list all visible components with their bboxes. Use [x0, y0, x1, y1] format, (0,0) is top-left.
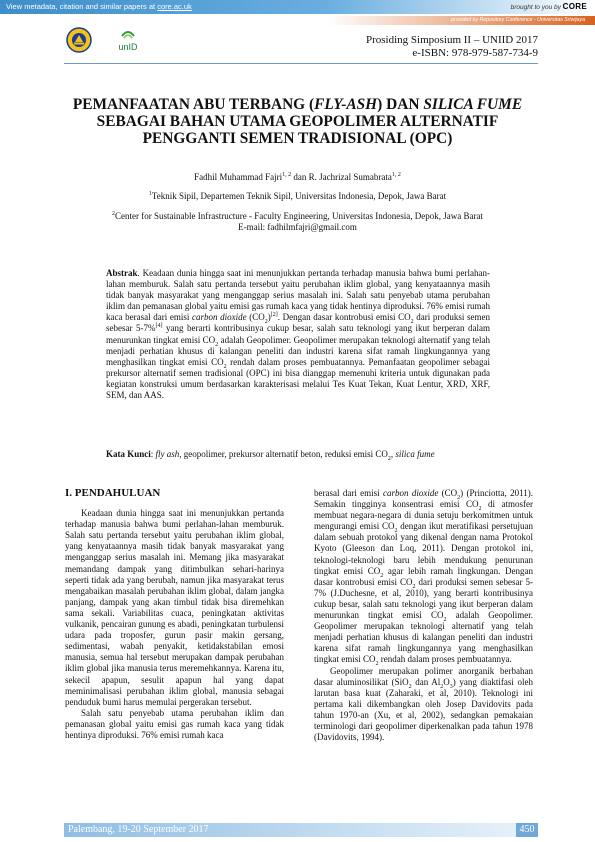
core-banner-text[interactable]: [6, 2, 192, 11]
abstract: Abstrak. Keadaan dunia hingga saat ini menunjukkan pertanda terhadap manusia bahwa bumi perlahan-lahan memburuk. Salah satu pertanda tersebut yaitu perubahan iklim global, yang kenyataannya masih tidak banyak masyarakat yang menganggap serius masalah ini. Salah satu penyebab utama perubahan iklim dan pemanasan global yaitu emisi gas rumah kaca yang tidak hentinya diproduksi. 76% emisi rumah kaca berasal dari emisi carbon dioxide $(CO_2)[2]$. Dengan dasar kontrobusi emisi $CO_2$ dari produksi semen sebesar 5-7%[4] yang berarti kontribusinya cukup besar, salah satu teknologi yang ikut berperan dalam menurunkan tingkat emisi $CO_2$ adalah Geopolimer. Geopolimer merupakan teknologi alternatif yang telah menjadi perhatian khusus di kalangan peneliti dan industri karena sifat ramah lingkungannya yang menghasilkan tingkat emisi $CO_2$ rendah dalam proses pembuatannya. Pemanfaatan geopolimer sebagai prekursor alternatif semen tradisional (OPC) ini bisa dianggap memenuhi kriteria untuk digunakan pada kegiatan konstruksi umum berdasarkan karakterisasi melalui Tes Kuat Tekan, Kuat Lentur, XRD, XRF, SEM, dan AAS.: [106, 268, 491, 401]
author-list: Fadhil Muhammad Fajri$^{1, 2}$ dan R. Jachrizal Sumabrata$^{1, 2}$: [194, 172, 401, 182]
body-paragraph-2: Salah satu penyebab utama perubahan iklim dan pemanasan global yaitu emisi gas rumah kaca yang tidak hentinya diproduksi. 76% emisi rumah kaca: [65, 707, 284, 740]
body-column-left: [65, 488, 284, 741]
keywords-label: Kata Kunci: [106, 449, 151, 459]
core-brand[interactable]: [511, 2, 587, 11]
proceedings-name: Prosiding Simposium II – UNIID 2017: [365, 34, 538, 46]
core-link[interactable]: core.ac.uk: [157, 2, 192, 11]
paper-title: [50, 96, 545, 147]
affiliation-2: $^2$Center for Sustainable Infrastructure - Faculty Engineering, Universitas Indonesia, Depok, Jawa Barat E-mail: fadhilmfajri@gmail.com: [50, 211, 545, 233]
core-brand-label: brought to you by: [510, 4, 563, 11]
core-banner-label: View metadata, citation and similar papers at: [6, 2, 158, 11]
body-paragraph-3: berasal dari emisi carbon dioxide $(CO_2)$ (Princiotta, 2011). Semakin tingginya konsentrasi emisi $CO_2$ di atmosfer membuat negara-negara di dunia setuju berkomitmen untuk mengurangi emisi $CO_2$ dengan ikut meratifikasi persetujuan dalam sebuah protokol yang dikenal dengan nama Protokol Kyoto (Gleeson dan Loq, 2011). Dengan protokol ini, teknologi-teknologi baru lebih mendukung penurunan tingkat emisi $CO_2$ agar lebih ramah lingkungan. Dengan dasar kontrobusi emisi $CO_2$ dari produksi semen sebesar 5-7% (J.Duchesne, et al, 2010), yang berarti kontribusinya cukup besar, salah satu teknologi yang ikut berperan dalam menurunkan tingkat emisi $CO_2$ adalah Geopolimer. Geopolimer merupakan teknologi alternatif yang telah menjadi perhatian khusus di kalangan peneliti dan industri karena sifat ramah lingkungannya yang menghasilkan tingkat emisi $CO_2$ rendah dalam proses pembuatannya.: [314, 488, 534, 668]
author-1: Fadhil Muhammad Fajri: [194, 172, 283, 182]
university-seal-icon: [66, 27, 92, 53]
section-heading: I. PENDAHULUAN: [65, 487, 161, 499]
uniid-logo-text: unID: [118, 42, 138, 52]
provider-text[interactable]: provided by Repository Conference - Universitas Sriwijaya: [451, 17, 585, 23]
uniid-logo-icon: [112, 26, 144, 56]
title-line-2: SEBAGAI BAHAN UTAMA GEOPOLIMER ALTERNATIF: [96, 113, 499, 130]
page-number: 450: [516, 823, 538, 837]
body-paragraph-1: Keadaan dunia hingga saat ini menunjukkan pertanda terhadap manusia bahwa bumi perlahan-lahan memburuk. Salah satu pertanda tersebut yaitu perubahan iklim global, yang kenyataannya masih tidak banyak masyarakat yang menganggap serius masalah ini. Memang jika masyarakat memandang dampak yang ditimbulkan sehari-harinya seperti tidak ada yang berubah, namun jika masyarakat terus mengabaikan masalah perubahan iklim global, dalam jangka panjang, dampak yang akan timbul tidak bisa diremehkan sama sekali. Variabilitas cuaca, peningkatan aktivitas vulkanik, pencairan gunung es abadi, peningkatan turbulensi udara pada troposfer, gurun pasir makin gersang, sedimentasi, wabah penyakit, ketidakstabilan emosi manusia, semua hal tersebut merupakan dampak perubahan iklim global jika manusia terus meremehkannya. Karena itu, sekecil apapun, sesulit apapun hal yang dapat meminimalisasi perubahan iklim global, manusia sebagai penduduk bumi harus memulai pergerakan tersebut.: [65, 508, 284, 707]
author-2: dan R. Jachrizal Sumabrata: [291, 172, 392, 182]
core-banner: [0, 0, 595, 14]
page-footer: [64, 823, 538, 837]
body-column-right: [314, 488, 533, 743]
provider-bar: [0, 16, 595, 25]
affiliation-1: $^1$Teknik Sipil, Departemen Teknik Sipil, Universitas Indonesia, Depok, Jawa Barat: [148, 191, 447, 201]
proceedings-isbn: e-ISBN: 978-979-587-734-9: [412, 47, 538, 59]
body-paragraph-4: Geopolimer merupakan polimer anorganik berbahan dasar aluminosilikat (SiO$_2$ dan $Al_2O_3$) yang diaktifasi oleh larutan basa kuat (Zaharaki, et al, 2010). Teknologi ini pertama kali dikembangkan oleh Josep Davidovits pada tahun 1970-an (Xu, et al, 2002), sedangkan pemakaian terminologi dari geopolimer diperkenalkan pada tahun 1978 (Davidovits, 1994).: [314, 665, 533, 743]
core-logo-text: CORE: [562, 2, 587, 11]
footer-place-date: Palembang, 19-20 September 2017: [68, 824, 209, 835]
title-line-1: PEMANFAATAN ABU TERBANG (FLY-ASH) DAN SILICA FUME: [72, 96, 523, 113]
title-line-3: PENGGANTI SEMEN TRADISIONAL (OPC): [142, 130, 453, 147]
header-divider: [64, 63, 538, 64]
author-email[interactable]: E-mail: fadhilmfajri@gmail.com: [238, 222, 357, 232]
keywords: Kata Kunci: fly ash, geopolimer, prekursor alternatif beton, reduksi emisi $CO_2$, silica fume: [106, 449, 435, 462]
abstract-label: Abstrak: [106, 268, 138, 278]
